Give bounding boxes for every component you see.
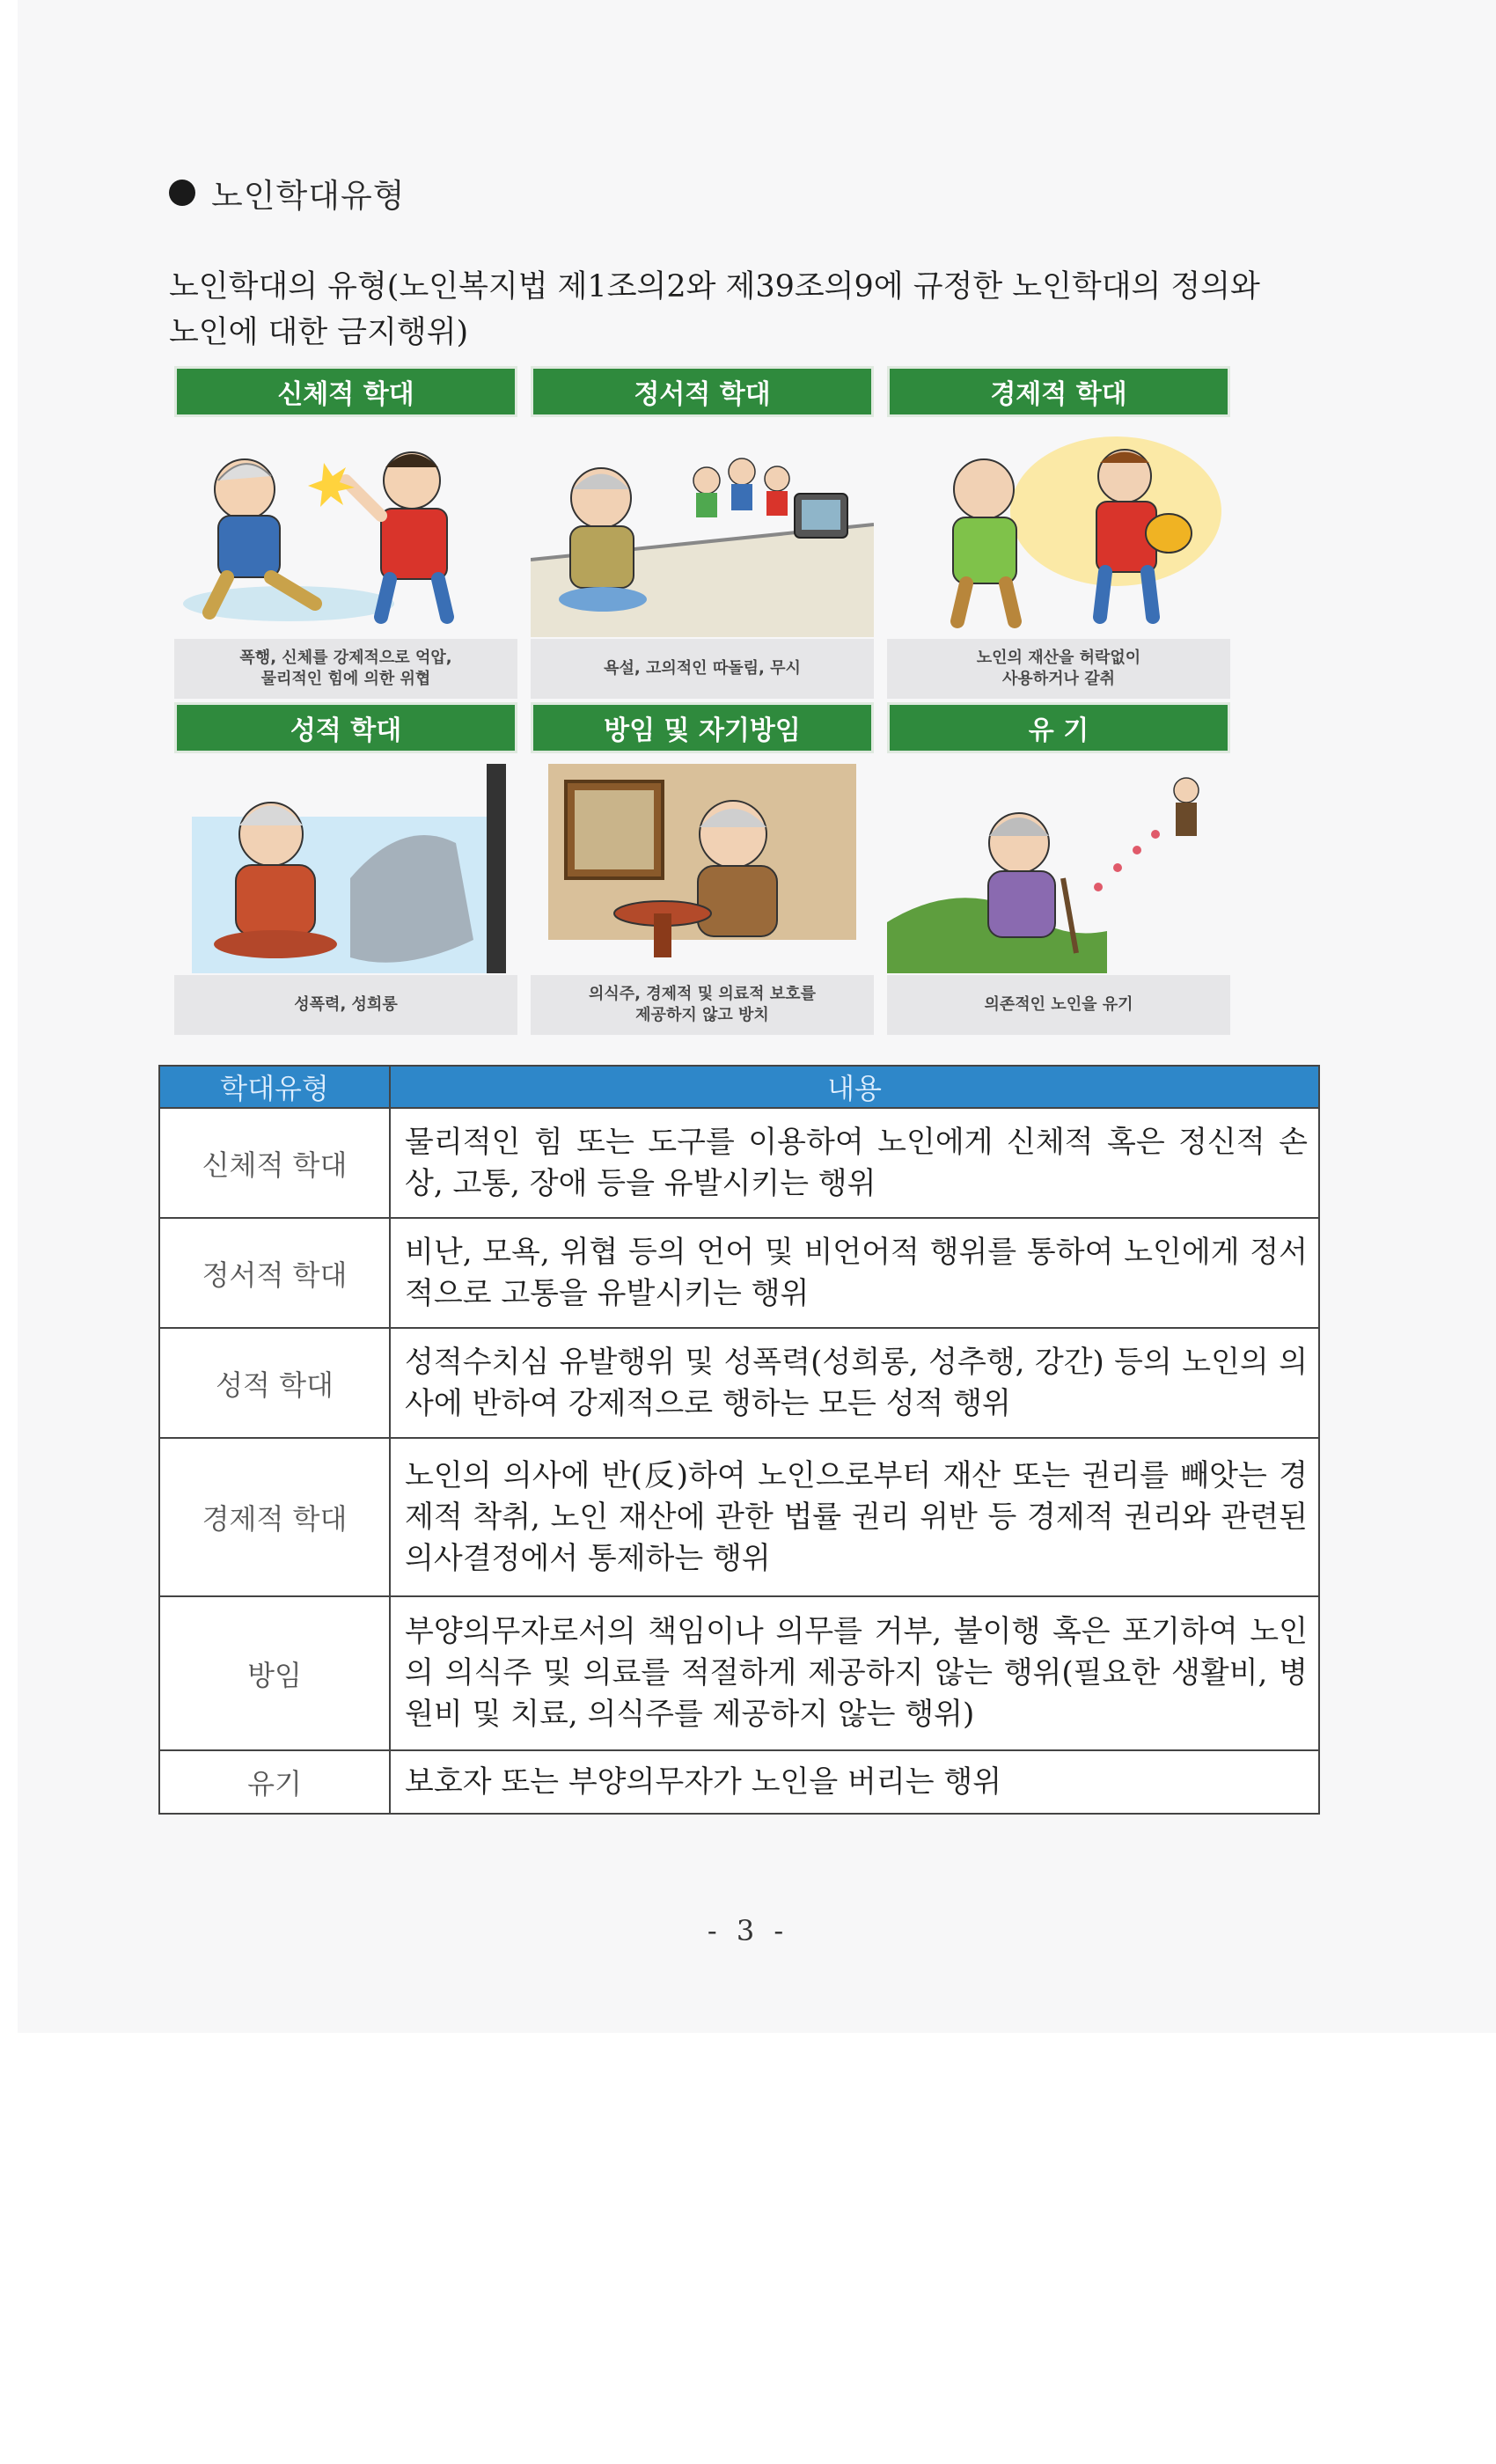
figure-card-sexual [174,702,517,1035]
financial-abuse-illustration [887,428,1230,637]
row-type: 신체적 학대 [159,1108,390,1218]
card-header: 성적 학대 [174,702,517,753]
figure-card-financial [887,366,1230,699]
header-content: 내용 [390,1066,1319,1108]
figure-card-abandonment [887,702,1230,1035]
table-row [159,1218,1319,1328]
card-header: 유 기 [887,702,1230,753]
card-caption: 욕설, 고의적인 따돌림, 무시 [531,639,874,699]
card-header: 방임 및 자기방임 [531,702,874,753]
table-header-row [159,1066,1319,1108]
row-content: 보호자 또는 부양의무자가 노인을 버리는 행위 [390,1750,1319,1814]
figure-card-emotional [531,366,874,699]
row-type: 방임 [159,1596,390,1750]
table-row [159,1328,1319,1438]
abandonment-illustration [887,764,1230,973]
row-content: 비난, 모욕, 위협 등의 언어 및 비언어적 행위를 통하여 노인에게 정서적으로 고통을 유발시키는 행위 [390,1218,1319,1328]
header-type: 학대유형 [159,1066,390,1108]
card-header: 신체적 학대 [174,366,517,417]
intro-paragraph [169,264,1295,356]
row-content: 성적수치심 유발행위 및 성폭력(성희롱, 성추행, 강간) 등의 노인의 의사에 반하여 강제적으로 행하는 모든 성적 행위 [390,1328,1319,1438]
card-caption: 의존적인 노인을 유기 [887,975,1230,1035]
row-type: 정서적 학대 [159,1218,390,1328]
row-content: 노인의 의사에 반(反)하여 노인으로부터 재산 또는 권리를 빼앗는 경제적 착취, 노인 재산에 관한 법률 권리 위반 등 경제적 권리와 관련된 의사결정에서 통제하는 행위 [390,1438,1319,1596]
intro-line-1: 노인학대의 유형(노인복지법 제1조의2와 제39조의9에 규정한 노인학대의 정의와 [169,269,1260,304]
abuse-types-figure [174,366,1230,1035]
row-content: 부양의무자로서의 책임이나 의무를 거부, 불이행 혹은 포기하여 노인의 의식주 및 의료를 적절하게 제공하지 않는 행위(필요한 생활비, 병원비 및 치료, 의식주를 제공하지 않는 행위) [390,1596,1319,1750]
heading-text: 노인학대유형 [211,177,406,215]
row-type: 성적 학대 [159,1328,390,1438]
emotional-abuse-illustration [531,428,874,637]
table-row [159,1438,1319,1596]
row-type: 경제적 학대 [159,1438,390,1596]
card-header: 경제적 학대 [887,366,1230,417]
figure-card-neglect [531,702,874,1035]
sexual-abuse-illustration [174,764,517,973]
row-content: 물리적인 힘 또는 도구를 이용하여 노인에게 신체적 혹은 정신적 손상, 고통, 장애 등을 유발시키는 행위 [390,1108,1319,1218]
section-heading [169,169,405,216]
card-caption: 노인의 재산을 허락없이 사용하거나 갈취 [887,639,1230,699]
row-type: 유기 [159,1750,390,1814]
bullet-icon [169,180,195,206]
card-header: 정서적 학대 [531,366,874,417]
page-number: - 3 - [707,1914,789,1947]
table-row [159,1108,1319,1218]
card-caption: 성폭력, 성희롱 [174,975,517,1035]
table-row [159,1750,1319,1814]
physical-abuse-illustration [174,428,517,637]
table-row [159,1596,1319,1750]
abuse-types-table [158,1065,1320,1815]
intro-line-2: 노인에 대한 금지행위) [169,315,469,350]
figure-card-physical [174,366,517,699]
neglect-illustration [531,764,874,973]
card-caption: 폭행, 신체를 강제적으로 억압, 물리적인 힘에 의한 위협 [174,639,517,699]
card-caption: 의식주, 경제적 및 의료적 보호를 제공하지 않고 방치 [531,975,874,1035]
